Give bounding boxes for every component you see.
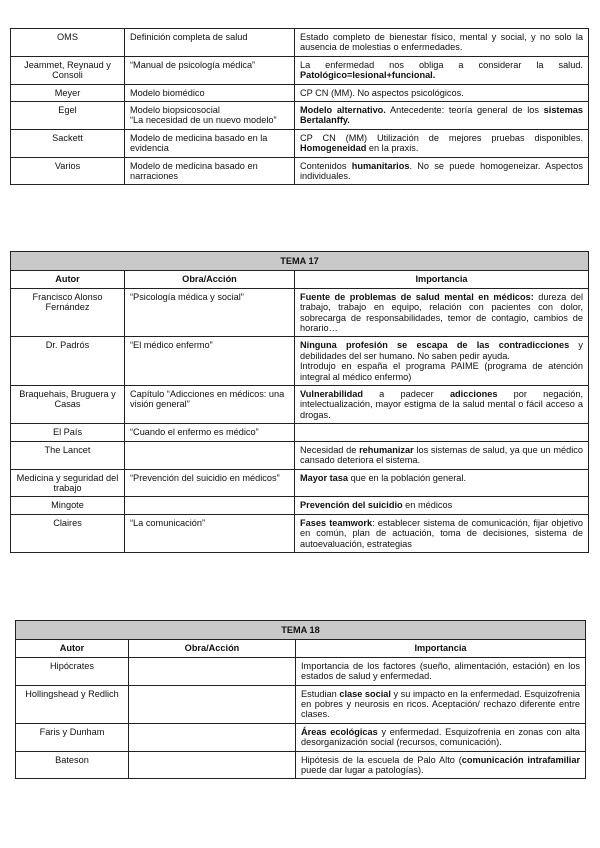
table-row — [11, 469, 589, 497]
importance-bold-text: Patológico=lesional+funcional. — [300, 70, 436, 81]
importance-text: Antecedente: teoría general de los — [385, 105, 544, 116]
table-row — [11, 497, 589, 514]
table-row — [11, 288, 589, 337]
importance-text: CP CN (MM) Utilización de mejores pruebas disponibles. — [300, 132, 583, 143]
work-cell — [129, 657, 296, 685]
importance-bold-text: comunicación intrafamiliar — [461, 754, 581, 765]
author-cell: Faris y Dunham — [16, 723, 129, 751]
table-row — [11, 102, 589, 130]
table-row — [11, 337, 589, 386]
importance-text: en médicos — [402, 500, 453, 511]
importance-text: los sistemas de salud, ya que un médico cansado deteriora el sistema. — [300, 444, 583, 466]
importance-bold-text: Modelo alternativo. — [300, 105, 386, 116]
table-row — [11, 84, 589, 101]
table-row — [16, 657, 586, 685]
importance-text: . No se puede homogeneizar. Aspectos individuales. — [300, 160, 583, 182]
author-cell: The Lancet — [11, 441, 125, 469]
table-row — [11, 514, 589, 552]
header-importance: Importancia — [295, 271, 589, 288]
importance-bold-text: sistemas Bertalanffy. — [300, 105, 583, 126]
table-row — [16, 723, 586, 751]
work-cell: Capítulo “Adicciones en médicos: una visión general” — [125, 386, 295, 424]
work-cell: Modelo biomédico — [125, 84, 295, 101]
work-cell — [129, 751, 296, 779]
importance-cell — [295, 102, 589, 130]
importance-cell — [295, 129, 589, 157]
author-cell: Francisco Alonso Fernández — [11, 288, 125, 337]
header-author: Autor — [16, 640, 129, 657]
author-cell: El País — [11, 424, 125, 441]
table-tema18 — [15, 620, 586, 779]
importance-bold-text: Mayor tasa — [300, 472, 349, 483]
importance-text: Estado completo de bienestar físico, mental y social, y no solo la ausencia de molestias o enfermedades. — [300, 32, 583, 53]
importance-cell — [296, 685, 586, 723]
author-cell: Varios — [11, 157, 125, 185]
work-cell: Definición completa de salud — [125, 29, 295, 57]
importance-cell — [295, 514, 589, 552]
importance-text: y su impacto en la enfermedad. Esquizofrenia en pobres y neurosis en ricos. Aceptación/ rechazo diferente entre clases. — [301, 688, 581, 720]
work-cell — [129, 723, 296, 751]
importance-cell — [295, 84, 589, 101]
work-cell: “Manual de psicología médica” — [125, 56, 295, 84]
importance-cell — [296, 723, 586, 751]
importance-text: y debilidades del ser humano. No saben pedir ayuda. Introdujo en españa el programa PAIME (programa de atención integral al médico enfermo) — [300, 340, 584, 382]
importance-text: puede dar lugar a patologías). — [301, 765, 424, 776]
importance-text: : establecer sistema de comunicación, fijar objetivo en común, plan de actuación, toma de decisiones, sistema de autoevaluación, estrategias — [300, 517, 584, 549]
importance-cell — [295, 441, 589, 469]
author-cell: Egel — [11, 102, 125, 130]
header-importance: Importancia — [296, 640, 586, 657]
importance-text: Necesidad de — [300, 444, 360, 455]
importance-cell — [295, 157, 589, 185]
work-cell: “La comunicación” — [125, 514, 295, 552]
importance-cell — [295, 337, 589, 386]
header-author: Autor — [11, 271, 125, 288]
importance-text: La enfermedad nos obliga a considerar la salud. — [300, 59, 583, 70]
work-cell: “Prevención del suicidio en médicos” — [125, 469, 295, 497]
author-cell: Sackett — [11, 129, 125, 157]
importance-bold-text: adicciones — [449, 389, 498, 400]
importance-bold-text: Ninguna profesión se escapa de las contradicciones — [300, 340, 570, 351]
author-cell: Hollingshead y Redlich — [16, 685, 129, 723]
author-cell: Medicina y seguridad del trabajo — [11, 469, 125, 497]
importance-cell — [296, 751, 586, 779]
work-cell: Modelo de medicina basado en la evidencia — [125, 129, 295, 157]
importance-bold-text: Prevención del suicidio — [300, 500, 403, 511]
header-work: Obra/Acción — [125, 271, 295, 288]
table-row — [11, 157, 589, 185]
importance-text: en la praxis. — [366, 143, 419, 154]
importance-text: dureza del trabajo, trabajo en equipo, relación con pacientes con dolor, sobrecarga de responsabilidades, temor de contagio, cambios de horario… — [300, 291, 584, 334]
importance-text: Hipótesis de la escuela de Palo Alto ( — [301, 754, 462, 765]
importance-cell — [296, 657, 586, 685]
importance-bold-text: Fases teamwork — [300, 517, 373, 528]
work-cell — [125, 497, 295, 514]
table-row — [11, 29, 589, 57]
importance-text: a padecer — [362, 389, 450, 400]
importance-text: por negación, intelectualización, mayor estigma de la salud mental o fácil acceso a drogas. — [300, 389, 584, 420]
table-row — [16, 751, 586, 779]
author-cell: Meyer — [11, 84, 125, 101]
author-cell: Jeammet, Reynaud y Consoli — [11, 56, 125, 84]
importance-text: Estudian — [301, 688, 340, 699]
importance-cell — [295, 288, 589, 337]
header-work: Obra/Acción — [129, 640, 296, 657]
work-cell: Modelo biopsicosocial “La necesidad de un nuevo modelo” — [125, 102, 295, 130]
table-tema16-cont — [10, 28, 589, 185]
importance-cell — [295, 424, 589, 441]
work-cell: “Psicología médica y social” — [125, 288, 295, 337]
table-row — [11, 56, 589, 84]
table-row — [11, 424, 589, 441]
importance-cell — [295, 386, 589, 424]
work-cell — [125, 441, 295, 469]
importance-bold-text: rehumanizar — [359, 444, 414, 455]
author-cell: Hipócrates — [16, 657, 129, 685]
importance-text: Contenidos — [300, 160, 352, 171]
importance-cell — [295, 497, 589, 514]
tema-18-title: TEMA 18 — [16, 621, 586, 640]
table-row — [11, 441, 589, 469]
work-cell: “Cuando el enfermo es médico” — [125, 424, 295, 441]
importance-bold-text: Vulnerabilidad — [300, 389, 363, 400]
importance-cell — [295, 469, 589, 497]
author-cell: Dr. Padrós — [11, 337, 125, 386]
tema-17-title: TEMA 17 — [11, 252, 589, 271]
importance-bold-text: clase social — [339, 688, 391, 699]
author-cell: OMS — [11, 29, 125, 57]
table-row — [11, 129, 589, 157]
table-tema17 — [10, 251, 589, 553]
author-cell: Claires — [11, 514, 125, 552]
importance-bold-text: Homogeneidad — [300, 143, 367, 154]
importance-text: que en la población general. — [348, 472, 467, 483]
importance-text: Importancia de los factores (sueño, alimentación, estación) en los estados de salud y enfermedad. — [301, 660, 581, 682]
author-cell: Braquehais, Bruguera y Casas — [11, 386, 125, 424]
importance-cell — [295, 56, 589, 84]
work-cell: “El médico enfermo” — [125, 337, 295, 386]
importance-cell — [295, 29, 589, 57]
importance-text: CP CN (MM). No aspectos psicológicos. — [300, 87, 464, 98]
author-cell: Mingote — [11, 497, 125, 514]
work-cell: Modelo de medicina basado en narraciones — [125, 157, 295, 185]
table-row — [16, 685, 586, 723]
importance-bold-text: Fuente de problemas de salud mental en médicos: — [300, 291, 534, 302]
table-row — [11, 386, 589, 424]
importance-bold-text: humanitarios — [351, 160, 410, 171]
work-cell — [129, 685, 296, 723]
importance-text: y enfermedad. Esquizofrenia en zonas con alta desorganización social (recursos, comunicación). — [301, 726, 581, 748]
importance-bold-text: Áreas ecológicas — [301, 726, 378, 737]
author-cell: Bateson — [16, 751, 129, 779]
